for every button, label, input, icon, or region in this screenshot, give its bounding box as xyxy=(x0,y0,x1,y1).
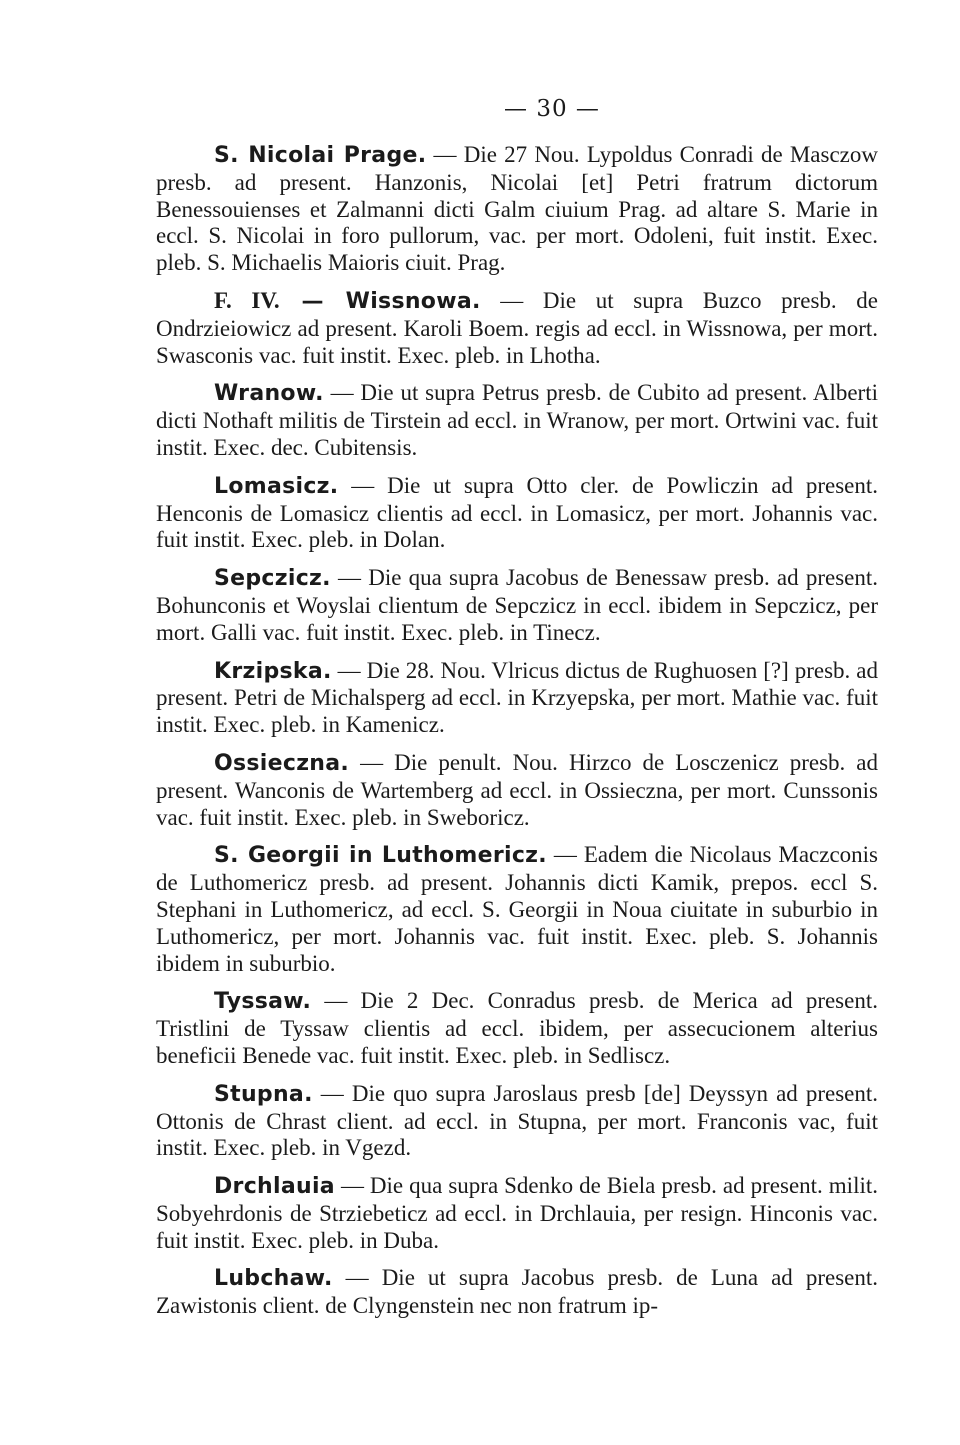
entry-wranow xyxy=(156,380,878,461)
entry-drchlauia xyxy=(156,1173,878,1254)
entry-heading: Drchlauia xyxy=(214,1174,335,1200)
document-page xyxy=(156,96,878,1331)
entry-stupna xyxy=(156,1081,878,1162)
entry-tyssaw xyxy=(156,988,878,1069)
entry-heading: S. Georgii in Luthomericz. xyxy=(214,843,547,869)
entry-s-georgii-luthomericz xyxy=(156,842,878,977)
entry-text: — Die quo supra Jaroslaus presb [de] Deyssyn ad present. Ottonis de Chrast client. ad eccl. in Stupna, per mort. Franconis vac, fuit instit. Exec. pleb. in Vgezd. xyxy=(156,1080,878,1161)
entry-heading: Lomasicz. xyxy=(214,473,339,499)
entry-heading: — Wissnowa. xyxy=(279,288,481,314)
entry-heading: Stupna. xyxy=(214,1081,313,1107)
entry-heading: Lubchaw. xyxy=(214,1266,333,1292)
entry-heading: S. Nicolai Prage. xyxy=(214,143,427,168)
entry-heading: Tyssaw. xyxy=(214,989,312,1015)
entry-text: — Die qua supra Sdenko de Biela presb. ad present. milit. Sobyehrdonis de Strziebeticz ad eccl. in Drchlauia, per resign. Hinconis vac. fuit instit. Exec. pleb. in Duba. xyxy=(156,1173,878,1253)
entry-text: — Die ut supra Buzco presb. de Ondrzieiowicz ad present. Karoli Boem. regis ad eccl. in Wissnowa, per mort. Swasconis vac. fuit instit. Exec. pleb. in Lhotha. xyxy=(156,287,878,368)
entry-text: — Die penult. Nou. Hirzco de Losczenicz presb. ad present. Wanconis de Wartemberg ad eccl. in Ossieczna, per mort. Cunssonis vac. fuit instit. Exec. pleb. in Sweboricz. xyxy=(156,749,878,830)
entry-text: — Die ut supra Otto cler. de Powliczin ad present. Henconis de Lomasicz clientis ad eccl. in Lomasicz, per mort. Johannis vac. fuit instit. Exec. pleb. in Dolan. xyxy=(156,472,878,553)
section-marker: F. IV. xyxy=(214,287,280,313)
page-number: — 30 — xyxy=(504,96,600,122)
entry-text: — Die ut supra Jacobus presb. de Luna ad present. Zawistonis client. de Clyngenstein nec non fratrum ip- xyxy=(156,1265,878,1319)
entry-wissnowa xyxy=(156,288,878,369)
entry-heading: Wranow. xyxy=(214,381,324,407)
entry-krzipska xyxy=(156,658,878,739)
entry-text: — Die ut supra Petrus presb. de Cubito ad present. Alberti dicti Nothaft militis de Tirstein ad eccl. in Wranow, per mort. Ortwini vac. fuit instit. Exec. dec. Cubitensis. xyxy=(156,380,878,460)
entry-heading: Krzipska. xyxy=(214,658,332,684)
entry-text: — Die qua supra Jacobus de Benessaw presb. ad present. Bohunconis et Woyslai clientum de Sepczicz in eccl. ibidem in Sepczicz, per mort. Galli vac. fuit instit. Exec. pleb. in Tinecz. xyxy=(156,565,878,645)
entry-sepczicz xyxy=(156,565,878,646)
entry-text: — Eadem die Nicolaus Maczconis de Luthomericz presb. ad present. Johannis dicti Kamik, prepos. eccl S. Stephani in Luthomericz, ad eccl. S. Georgii in Noua ciuitate in suburbio in Luthomericz, per mort. Johannis vac. fuit instit. Exec. pleb. S. Johannis ibidem in suburbio. xyxy=(156,842,878,976)
entry-ossieczna xyxy=(156,750,878,831)
entry-lubchaw xyxy=(156,1265,878,1320)
entry-heading: Ossieczna. xyxy=(214,750,350,776)
entry-heading: Sepczicz. xyxy=(214,566,331,592)
entry-text: — Die 2 Dec. Conradus presb. de Merica ad present. Tristlini de Tyssaw clientis ad eccl. ibidem, per assecucionem alterius beneficii Benede vac. fuit instit. Exec. pleb. in Sedliscz. xyxy=(156,988,878,1068)
entry-s-nicolai-prage xyxy=(156,142,878,277)
entry-lomasicz xyxy=(156,473,878,554)
entry-text: — Die 28. Nou. Vlricus dictus de Rughuosen [?] presb. ad present. Petri de Michalsperg ad eccl. in Krzyepska, per mort. Mathie vac. fuit instit. Exec. pleb. in Kamenicz. xyxy=(156,657,878,738)
entry-text: — Die 27 Nou. Lypoldus Conradi de Masczow presb. ad present. Hanzonis, Nicolai [et] Petri fratrum dictorum Benessouienses et Zalmanni dicti Galm ciuium Prag. ad altare S. Marie in eccl. S. Nicolai in foro pullorum, vac. per mort. Odoleni, fuit instit. Exec. pleb. S. Michaelis Maioris ciuit. Prag. xyxy=(156,142,878,276)
